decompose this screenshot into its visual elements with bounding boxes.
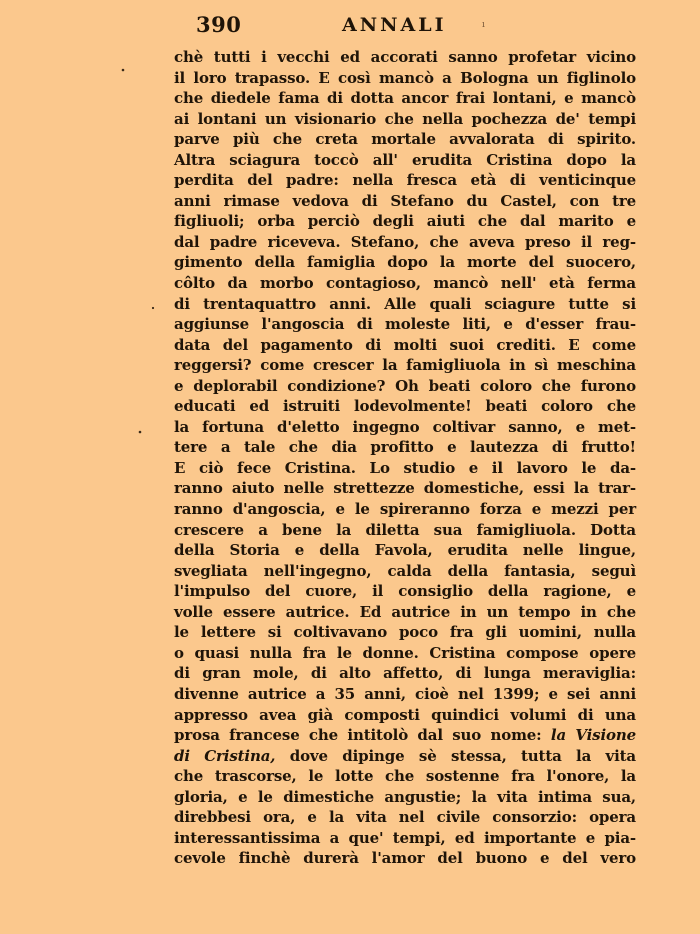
- text-line: aggiunse l'angoscia di moleste liti, e d'esser frau-: [174, 315, 636, 334]
- text-line: direbbesi ora, e la vita nel civile consorzio: opera: [174, 808, 636, 827]
- text-line: l'impulso del cuore, il consiglio della ragione, e: [174, 582, 636, 601]
- text-line: educati ed istruiti lodevolmente! beati coloro che: [174, 397, 636, 416]
- text-line: e deplorabil condizione? Oh beati coloro che furono: [174, 376, 636, 395]
- text-line: côlto da morbo contagioso, mancò nell' età ferma: [174, 274, 636, 293]
- text-line: di gran mole, di alto affetto, di lunga meraviglia:: [174, 664, 636, 683]
- paper-speck: [122, 69, 125, 72]
- text-line: che diedele fama di dotta ancor frai lontani, e mancò: [174, 89, 636, 108]
- text-line-with-italic-title: [174, 725, 636, 746]
- text-line: parve più che creta mortale avvalorata di spirito.: [174, 130, 636, 149]
- page-header: [196, 12, 636, 40]
- text-line: ranno aiuto nelle strettezze domestiche, essi la trar-: [174, 479, 636, 498]
- paper-speck: [139, 431, 142, 434]
- text-line: interessantissima a que' tempi, ed importante e pia-: [174, 828, 636, 847]
- text-line: ai lontani un visionario che nella pochezza de' tempi: [174, 109, 636, 128]
- paper-speck: [152, 307, 154, 309]
- header-speck: ı: [482, 20, 485, 30]
- text-line-with-italic-title: [174, 746, 636, 767]
- text-line: o quasi nulla fra le donne. Cristina compose opere: [174, 643, 636, 662]
- text-line: il loro trapasso. E così mancò a Bologna un figlinolo: [174, 68, 636, 87]
- running-title: ANNALI: [342, 14, 447, 36]
- text-line: gimento della famiglia dopo la morte del suocero,: [174, 253, 636, 272]
- text-line: Altra sciagura toccò all' erudita Cristina dopo la: [174, 150, 636, 169]
- text-line: la fortuna d'eletto ingegno coltivar sanno, e met-: [174, 417, 636, 436]
- text-line: anni rimase vedova di Stefano du Castel, con tre: [174, 191, 636, 210]
- text-line: data del pagamento di molti suoi crediti. E come: [174, 335, 636, 354]
- text-line: appresso avea già composti quindici volumi di una: [174, 705, 636, 724]
- text-line: di trentaquattro anni. Alle quali sciagure tutte si: [174, 294, 636, 313]
- text-line: ranno d'angoscia, e le spireranno forza e mezzi per: [174, 500, 636, 519]
- text-line: volle essere autrice. Ed autrice in un tempo in che: [174, 602, 636, 621]
- text-line: della Storia e della Favola, erudita nelle lingue,: [174, 541, 636, 560]
- italic-book-title: di Cristina,: [174, 746, 276, 765]
- text-line: crescere a bene la diletta sua famigliuola. Dotta: [174, 520, 636, 539]
- text-line: divenne autrice a 35 anni, cioè nel 1399; e sei anni: [174, 684, 636, 703]
- text-line-part: dove dipinge sè stessa, tutta la vita: [275, 746, 636, 765]
- text-line: figliuoli; orba perciò degli aiuti che dal marito e: [174, 212, 636, 231]
- text-line: le lettere si coltivavano poco fra gli uomini, nulla: [174, 623, 636, 642]
- text-line: reggersi? come crescer la famigliuola in sì meschina: [174, 356, 636, 375]
- text-line: gloria, e le dimestiche angustie; la vita intima sua,: [174, 787, 636, 806]
- italic-book-title: la Visione: [550, 726, 636, 745]
- text-line: tere a tale che dia profitto e lautezza di frutto!: [174, 438, 636, 457]
- text-line-part: prosa francese che intitolò dal suo nome:: [174, 726, 542, 745]
- page-number: 390: [196, 12, 242, 37]
- text-line: cevole finchè durerà l'amor del buono e del vero: [174, 849, 636, 868]
- text-line: E ciò fece Cristina. Lo studio e il lavoro le da-: [174, 458, 636, 477]
- text-body: [174, 47, 636, 869]
- text-line: dal padre riceveva. Stefano, che aveva preso il reg-: [174, 232, 636, 251]
- text-line: perdita del padre: nella fresca età di venticinque: [174, 171, 636, 190]
- text-line: chè tutti i vecchi ed accorati sanno profetar vicino: [174, 48, 636, 66]
- text-line: che trascorse, le lotte che sostenne fra l'onore, la: [174, 767, 636, 786]
- text-line: svegliata nell'ingegno, calda della fantasia, seguì: [174, 561, 636, 580]
